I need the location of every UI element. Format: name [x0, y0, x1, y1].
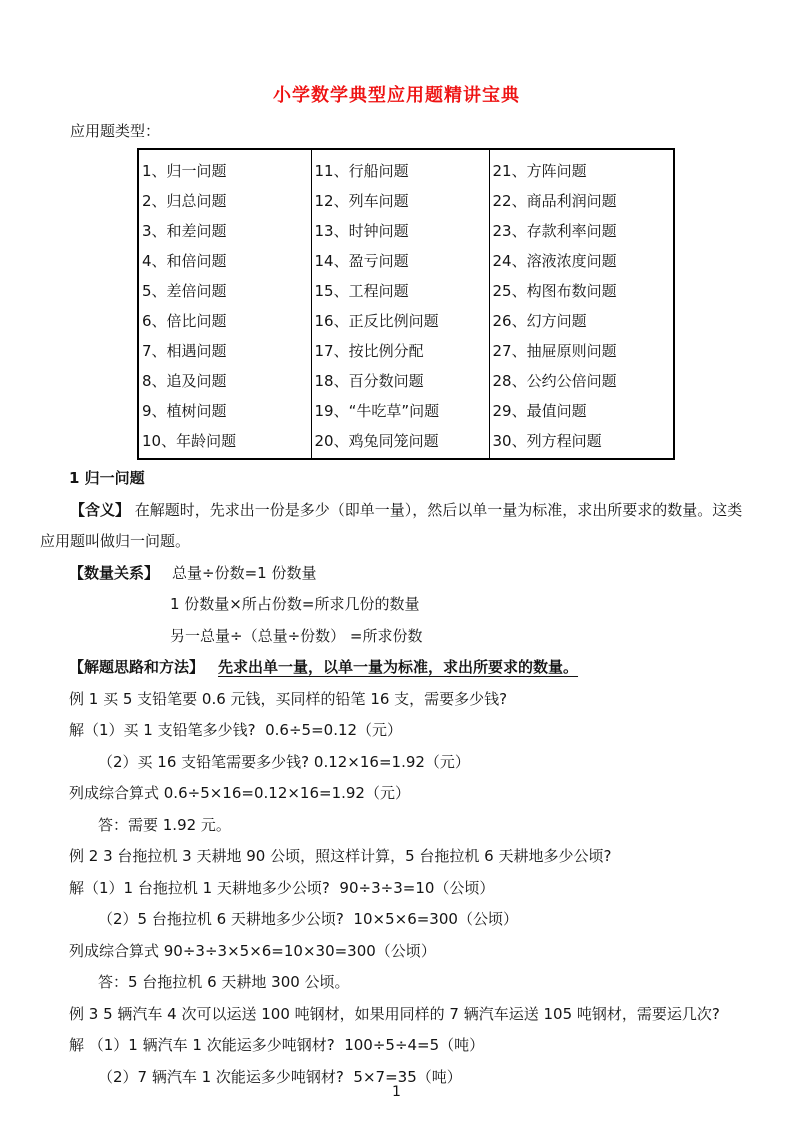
- page-title: 小学数学典型应用题精讲宝典: [273, 85, 520, 106]
- example1-formula: 列成综合算式 0.6÷5×16=0.12×16=1.92（元）: [69, 784, 410, 802]
- example2-step1: 解（1）1 台拖拉机 1 天耕地多少公顷? 90÷3÷3=10（公顷）: [69, 878, 495, 897]
- example1-step2: （2）买 16 支铅笔需要多少钱? 0.12×16=1.92（元）: [98, 752, 470, 771]
- type-item: 30、列方程问题: [492, 432, 602, 450]
- type-item: 28、公约公倍问题: [492, 372, 617, 390]
- type-item: 6、倍比问题: [142, 312, 227, 330]
- type-item: 10、年龄问题: [142, 432, 237, 450]
- types-column-3: [489, 149, 674, 459]
- example1-question: 例 1 买 5 支铅笔要 0.6 元钱，买同样的铅笔 16 支，需要多少钱?: [69, 689, 508, 708]
- type-item: 2、归总问题: [142, 192, 227, 210]
- type-item: 12、列车问题: [314, 192, 409, 210]
- relation-label: 【数量关系】: [69, 563, 160, 582]
- example2-step2: （2）5 台拖拉机 6 天耕地多少公顷? 10×5×6=300（公顷）: [98, 910, 518, 928]
- section-heading: 1 归一问题: [69, 469, 145, 487]
- relation-formula-1: 总量÷份数=1 份数量: [172, 563, 317, 582]
- type-item: 13、时钟问题: [314, 222, 409, 240]
- types-label: 应用题类型：: [70, 122, 161, 140]
- type-item: 20、鸡兔同笼问题: [314, 432, 439, 450]
- type-item: 1、归一问题: [142, 162, 227, 180]
- type-item: 15、工程问题: [314, 282, 409, 300]
- type-item: 19、“牛吃草”问题: [314, 402, 440, 420]
- type-item: 24、溶液浓度问题: [492, 252, 617, 270]
- type-item: 26、幻方问题: [492, 312, 587, 330]
- section-content: [40, 463, 757, 1093]
- example3-step1: 解 （1）1 辆汽车 1 次能运多少吨钢材? 100÷5÷4=5（吨）: [69, 1036, 485, 1054]
- meaning-text: 在解题时，先求出一份是多少（即单一量），然后以单一量为标准，求出所要求的数量。这类应用题叫做归一问题。: [40, 500, 743, 550]
- type-item: 11、行船问题: [314, 162, 409, 180]
- type-item: 23、存款利率问题: [492, 222, 617, 240]
- types-column-1: [138, 149, 311, 459]
- example2-formula: 列成综合算式 90÷3÷3×5×6=10×30=300（公顷）: [69, 941, 436, 960]
- method-line: [40, 652, 757, 684]
- meaning-label: 【含义】: [70, 500, 131, 519]
- method-label: 【解题思路和方法】: [69, 658, 205, 676]
- type-item: 7、相遇问题: [142, 342, 227, 360]
- type-item: 29、最值问题: [492, 402, 587, 420]
- example2-answer: 答：5 台拖拉机 6 天耕地 300 公顷。: [98, 973, 350, 991]
- type-item: 27、抽屉原则问题: [492, 342, 617, 360]
- example1-answer: 答：需要 1.92 元。: [98, 815, 231, 834]
- types-column-2: [311, 149, 489, 459]
- type-item: 16、正反比例问题: [314, 312, 439, 330]
- example1-step1: 解（1）买 1 支铅笔多少钱? 0.6÷5=0.12（元）: [69, 721, 403, 739]
- type-item: 21、方阵问题: [492, 162, 587, 180]
- type-item: 17、按比例分配: [314, 342, 424, 360]
- table-row: [138, 149, 674, 459]
- example3-question: 例 3 5 辆汽车 4 次可以运送 100 吨钢材，如果用同样的 7 辆汽车运送 105 吨钢材，需要运几次?: [69, 1004, 720, 1023]
- page-number: 1: [392, 1084, 401, 1100]
- type-item: 5、差倍问题: [142, 282, 227, 300]
- problem-types-table: [137, 148, 675, 460]
- type-item: 18、百分数问题: [314, 372, 424, 390]
- type-item: 3、和差问题: [142, 222, 227, 240]
- relation-line-2: 1 份数量×所占份数=所求几份的数量: [170, 595, 420, 613]
- type-item: 8、追及问题: [142, 372, 227, 390]
- example3-step2: （2）7 辆汽车 1 次能运多少吨钢材? 5×7=35（吨）: [98, 1067, 462, 1086]
- relation-line-3: 另一总量÷（总量÷份数） =所求份数: [170, 626, 423, 645]
- relation-line-1: [40, 558, 757, 590]
- type-item: 9、植树问题: [142, 402, 227, 420]
- type-item: 4、和倍问题: [142, 252, 227, 270]
- type-item: 22、商品利润问题: [492, 192, 617, 210]
- type-item: 25、构图布数问题: [492, 282, 617, 300]
- method-text: 先求出单一量，以单一量为标准，求出所要求的数量。: [218, 658, 579, 676]
- example2-question: 例 2 3 台拖拉机 3 天耕地 90 公顷，照这样计算，5 台拖拉机 6 天耕地多少公顷?: [69, 847, 612, 865]
- type-item: 14、盈亏问题: [314, 252, 409, 270]
- meaning-paragraph: [40, 495, 757, 558]
